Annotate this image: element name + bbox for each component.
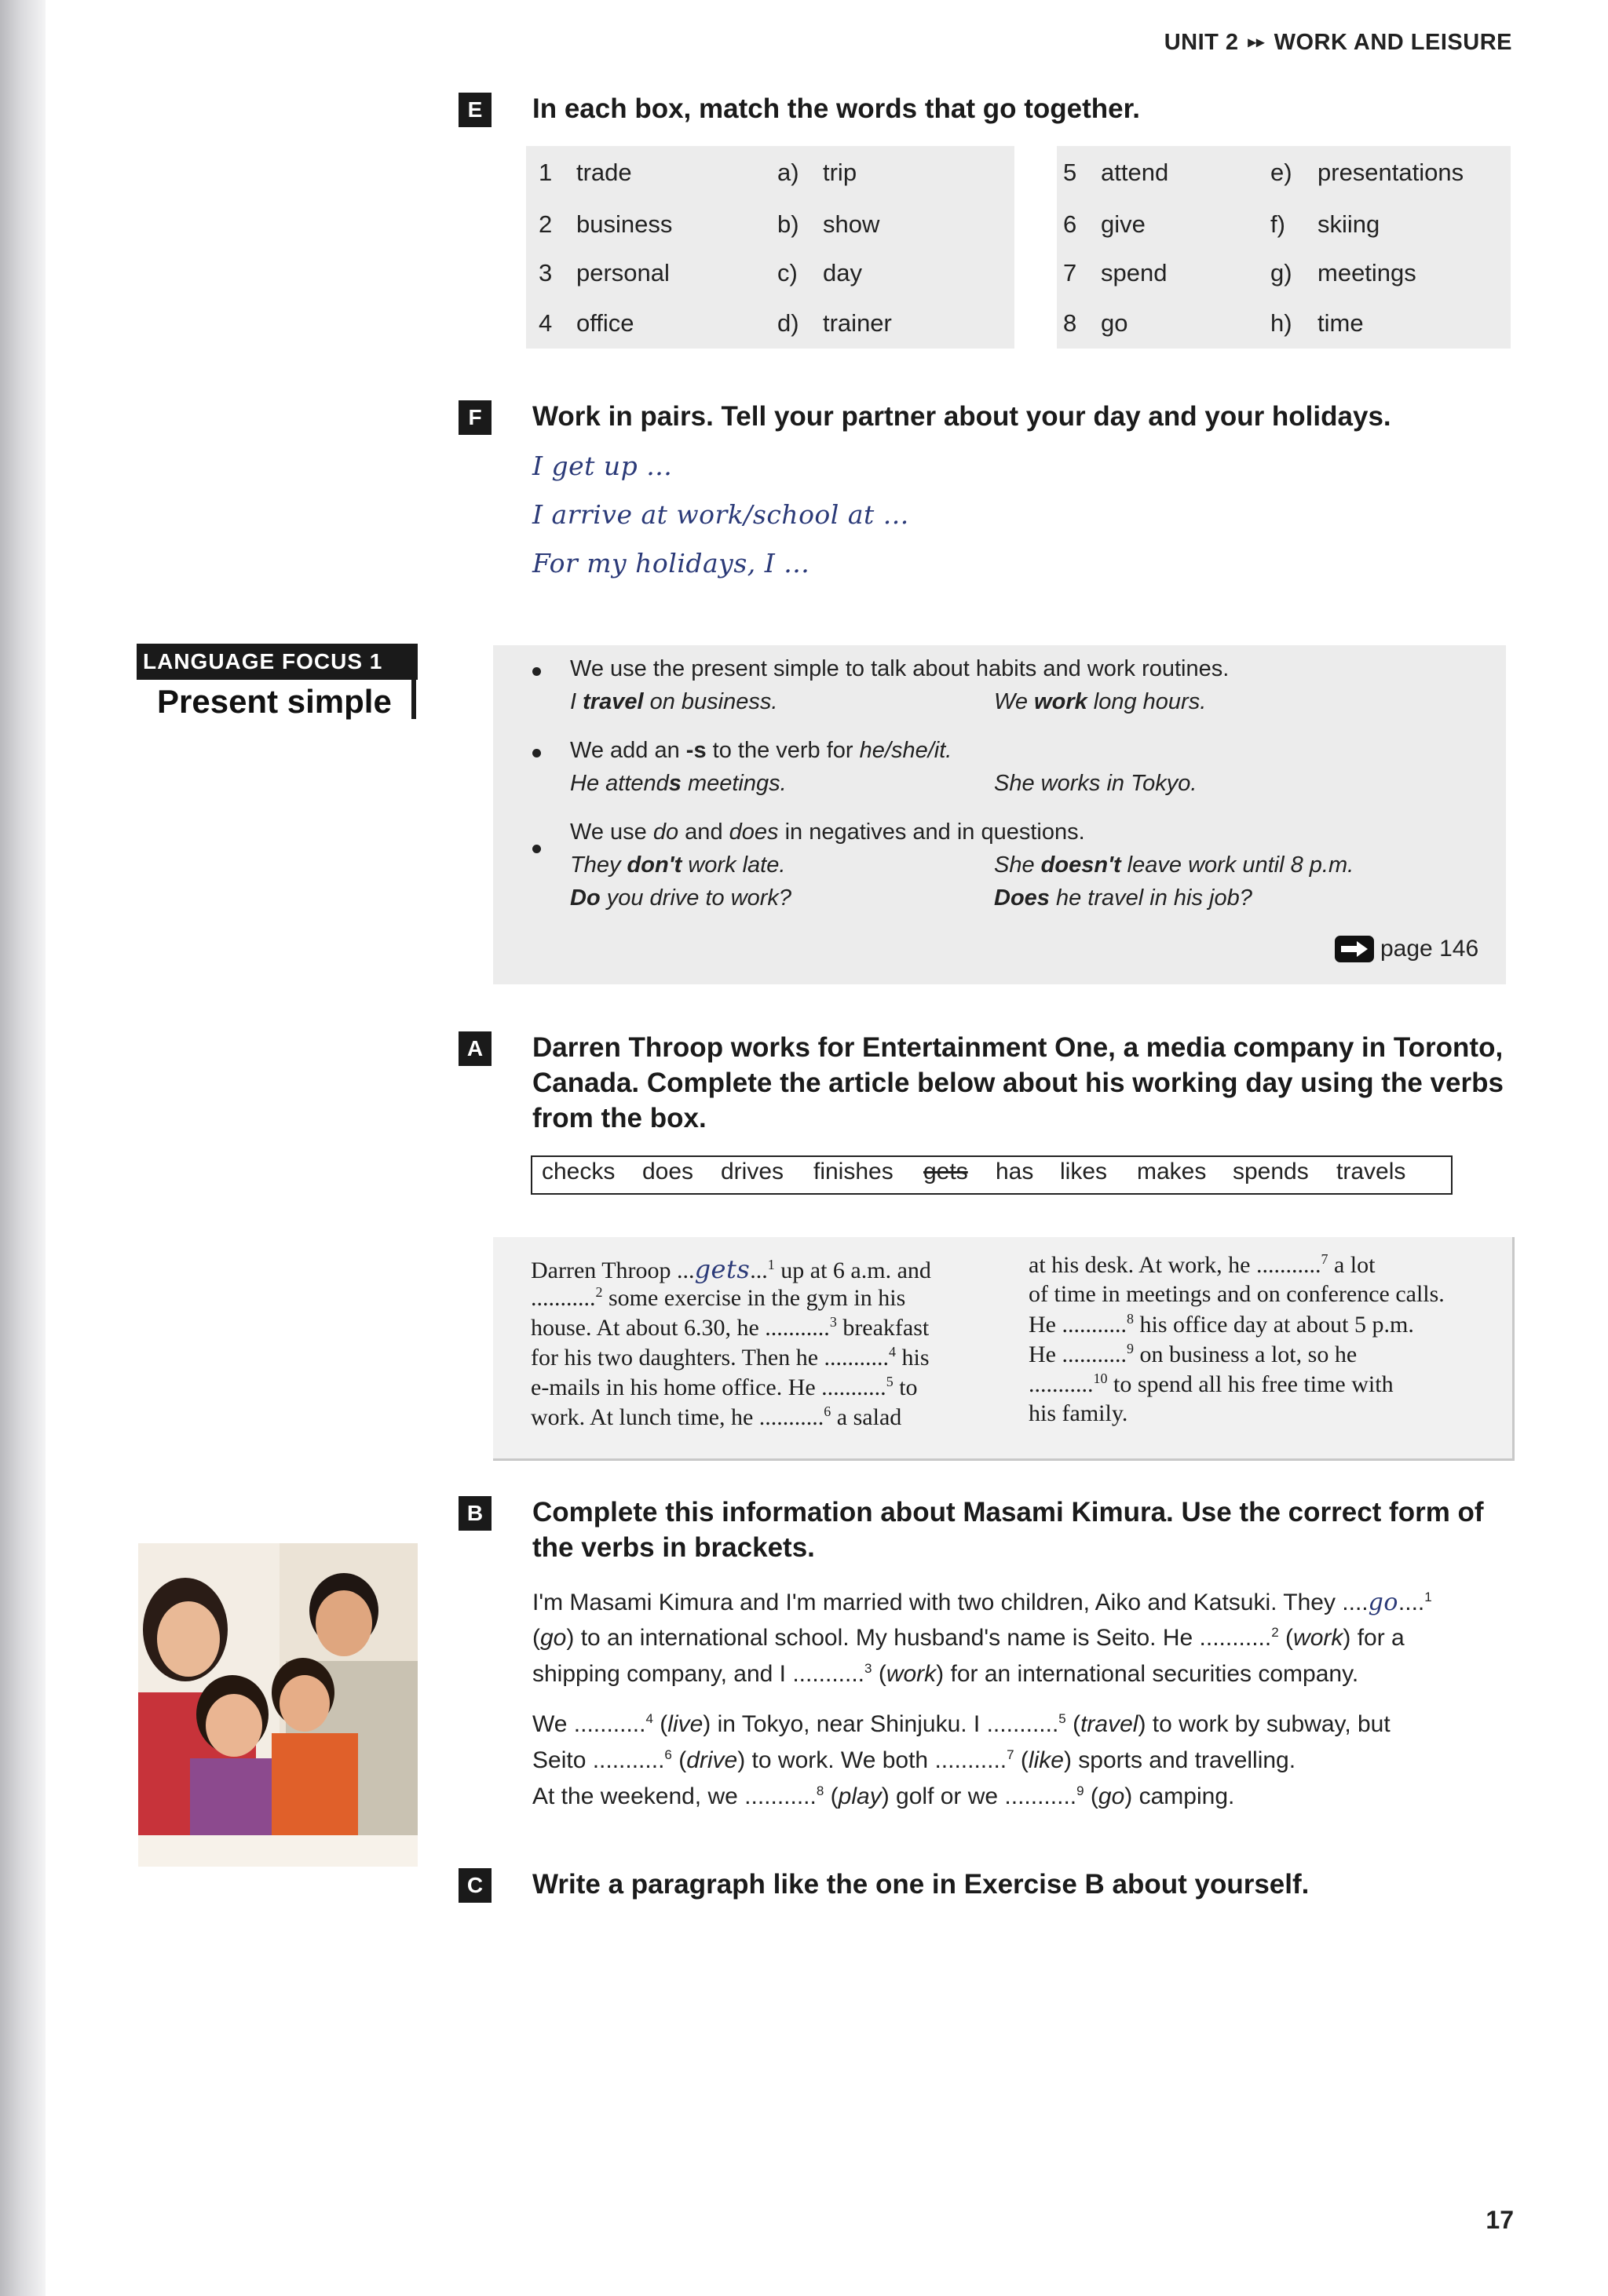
match-item: 4 office [539, 309, 634, 337]
heading-rule [411, 680, 416, 719]
page-number: 17 [1486, 2206, 1514, 2234]
exercise-e-title: In each box, match the words that go together. [532, 93, 1140, 124]
language-focus-label: LANGUAGE FOCUS 1 [137, 644, 418, 680]
grammar-example: She doesn't leave work until 8 p.m. [994, 852, 1354, 878]
match-item: 7 spend [1063, 259, 1168, 287]
section-label: WORK AND LEISURE [1274, 30, 1512, 55]
grammar-example: We work long hours. [994, 689, 1207, 714]
family-photo [138, 1543, 418, 1867]
verb-option: finishes [813, 1159, 894, 1185]
match-option: b) show [777, 210, 880, 238]
handwritten-answer: go [1368, 1589, 1398, 1616]
exercise-a-title-line: from the box. [532, 1103, 707, 1133]
article-line: Darren Throop ...gets...$^1$ up at 6 a.m. and [531, 1254, 931, 1284]
grammar-example: He attends meetings. [570, 771, 787, 796]
exercise-b-text-line: (go) to an international school. My husband's name is Seito. He ...........$^2$ (work) for a [532, 1625, 1405, 1651]
grammar-example: Do you drive to work? [570, 885, 792, 911]
page-reference-link[interactable]: page 146 [1380, 936, 1479, 962]
article-line: e-mails in his home office. He ...........$^5$ to [531, 1374, 918, 1400]
arrow-right-icon-glyph [1335, 936, 1374, 962]
double-arrow-icon: ▸▸ [1248, 34, 1265, 51]
exercise-b-marker: B [459, 1496, 492, 1531]
article-line: house. At about 6.30, he ...........$^3$ breakfast [531, 1314, 930, 1341]
exercise-b-text-line: At the weekend, we ...........$^8$ (play) golf or we ...........$^9$ (go) camping. [532, 1783, 1235, 1809]
article-line: at his desk. At work, he ...........$^7$ a lot [1029, 1251, 1376, 1278]
exercise-e-marker: E [459, 93, 492, 127]
article-line: his family. [1029, 1400, 1128, 1426]
match-item: 2 business [539, 210, 673, 238]
exercise-a-marker: A [459, 1031, 492, 1066]
article-line: for his two daughters. Then he ...........$^4$ his [531, 1344, 930, 1371]
exercise-f-title: Work in pairs. Tell your partner about your day and your holidays. [532, 401, 1391, 432]
article-line: He ...........$^8$ his office day at about 5 p.m. [1029, 1311, 1414, 1338]
page-binding-shadow [0, 0, 46, 2296]
grammar-example: Does he travel in his job? [994, 885, 1252, 911]
grammar-example: I travel on business. [570, 689, 778, 714]
speaking-prompt: I arrive at work/school at ... [532, 499, 909, 530]
match-item: 1 trade [539, 159, 632, 186]
speaking-prompt: For my holidays, I ... [532, 548, 810, 579]
match-option: f) skiing [1270, 210, 1380, 238]
grammar-example: She works in Tokyo. [994, 771, 1197, 796]
article-line: ...........$^2$ some exercise in the gym in his [531, 1284, 906, 1311]
grammar-rule: We use the present simple to talk about habits and work routines. [570, 656, 1230, 681]
verb-option-used: gets [923, 1159, 968, 1185]
match-option: h) time [1270, 309, 1364, 337]
verb-option: drives [721, 1159, 784, 1185]
match-option: e) presentations [1270, 159, 1464, 186]
grammar-example: They don't work late. [570, 852, 786, 878]
exercise-a-title-line: Canada. Complete the article below about his working day using the verbs [532, 1068, 1504, 1098]
match-option: a) trip [777, 159, 857, 186]
match-option: g) meetings [1270, 259, 1416, 287]
match-option: d) trainer [777, 309, 892, 337]
verb-option: does [642, 1159, 694, 1185]
speaking-prompt: I get up ... [532, 451, 673, 481]
grammar-rule: We use do and does in negatives and in questions. [570, 819, 1085, 845]
match-item: 3 personal [539, 259, 670, 287]
language-focus-title: Present simple [157, 683, 392, 720]
verb-option: likes [1060, 1159, 1108, 1185]
exercise-b-text-line: shipping company, and I ...........$^3$ (work) for an international securities company. [532, 1661, 1359, 1687]
exercise-a-title-line: Darren Throop works for Entertainment One, a media company in Toronto, [532, 1032, 1504, 1063]
match-item: 8 go [1063, 309, 1128, 337]
article-line: ...........$^{10}$ to spend all his free time with [1029, 1371, 1394, 1397]
bullet-icon [532, 667, 541, 676]
verb-option: has [996, 1159, 1034, 1185]
verb-option: spends [1233, 1159, 1309, 1185]
exercise-b-text-line: We ...........$^4$ (live) in Tokyo, near Shinjuku. I ...........$^5$ (travel) to work by subway, but [532, 1711, 1391, 1737]
running-header [1164, 30, 1512, 56]
bullet-icon [532, 845, 541, 853]
exercise-c-marker: C [459, 1868, 492, 1903]
unit-label: UNIT 2 [1164, 30, 1239, 55]
article-line: of time in meetings and on conference calls. [1029, 1281, 1445, 1307]
match-option: c) day [777, 259, 862, 287]
exercise-b-title-line: the verbs in brackets. [532, 1532, 815, 1563]
match-item: 6 give [1063, 210, 1146, 238]
handwritten-answer: gets [694, 1254, 751, 1284]
verb-option: makes [1137, 1159, 1207, 1185]
verb-option: travels [1336, 1159, 1406, 1185]
family-photo-illustration [138, 1543, 418, 1867]
language-focus-heading [137, 644, 418, 719]
match-item: 5 attend [1063, 159, 1169, 186]
article-line: He ...........$^9$ on business a lot, so he [1029, 1341, 1358, 1367]
bullet-icon [532, 749, 541, 757]
arrow-right-icon[interactable] [1335, 936, 1374, 962]
exercise-b-title-line: Complete this information about Masami Kimura. Use the correct form of [532, 1497, 1484, 1528]
verb-option: checks [542, 1159, 616, 1185]
article-line: work. At lunch time, he ...........$^6$ a salad [531, 1404, 902, 1430]
exercise-b-text-line: Seito ...........$^6$ (drive) to work. We both ...........$^7$ (like) sports and travelling. [532, 1747, 1296, 1773]
exercise-c-title: Write a paragraph like the one in Exercise B about yourself. [532, 1869, 1310, 1900]
exercise-f-marker: F [459, 400, 492, 435]
exercise-b-text-line: I'm Masami Kimura and I'm married with two children, Aiko and Katsuki. They ....go....$^1$ [532, 1589, 1432, 1616]
grammar-rule: We add an -s to the verb for he/she/it. [570, 738, 952, 763]
